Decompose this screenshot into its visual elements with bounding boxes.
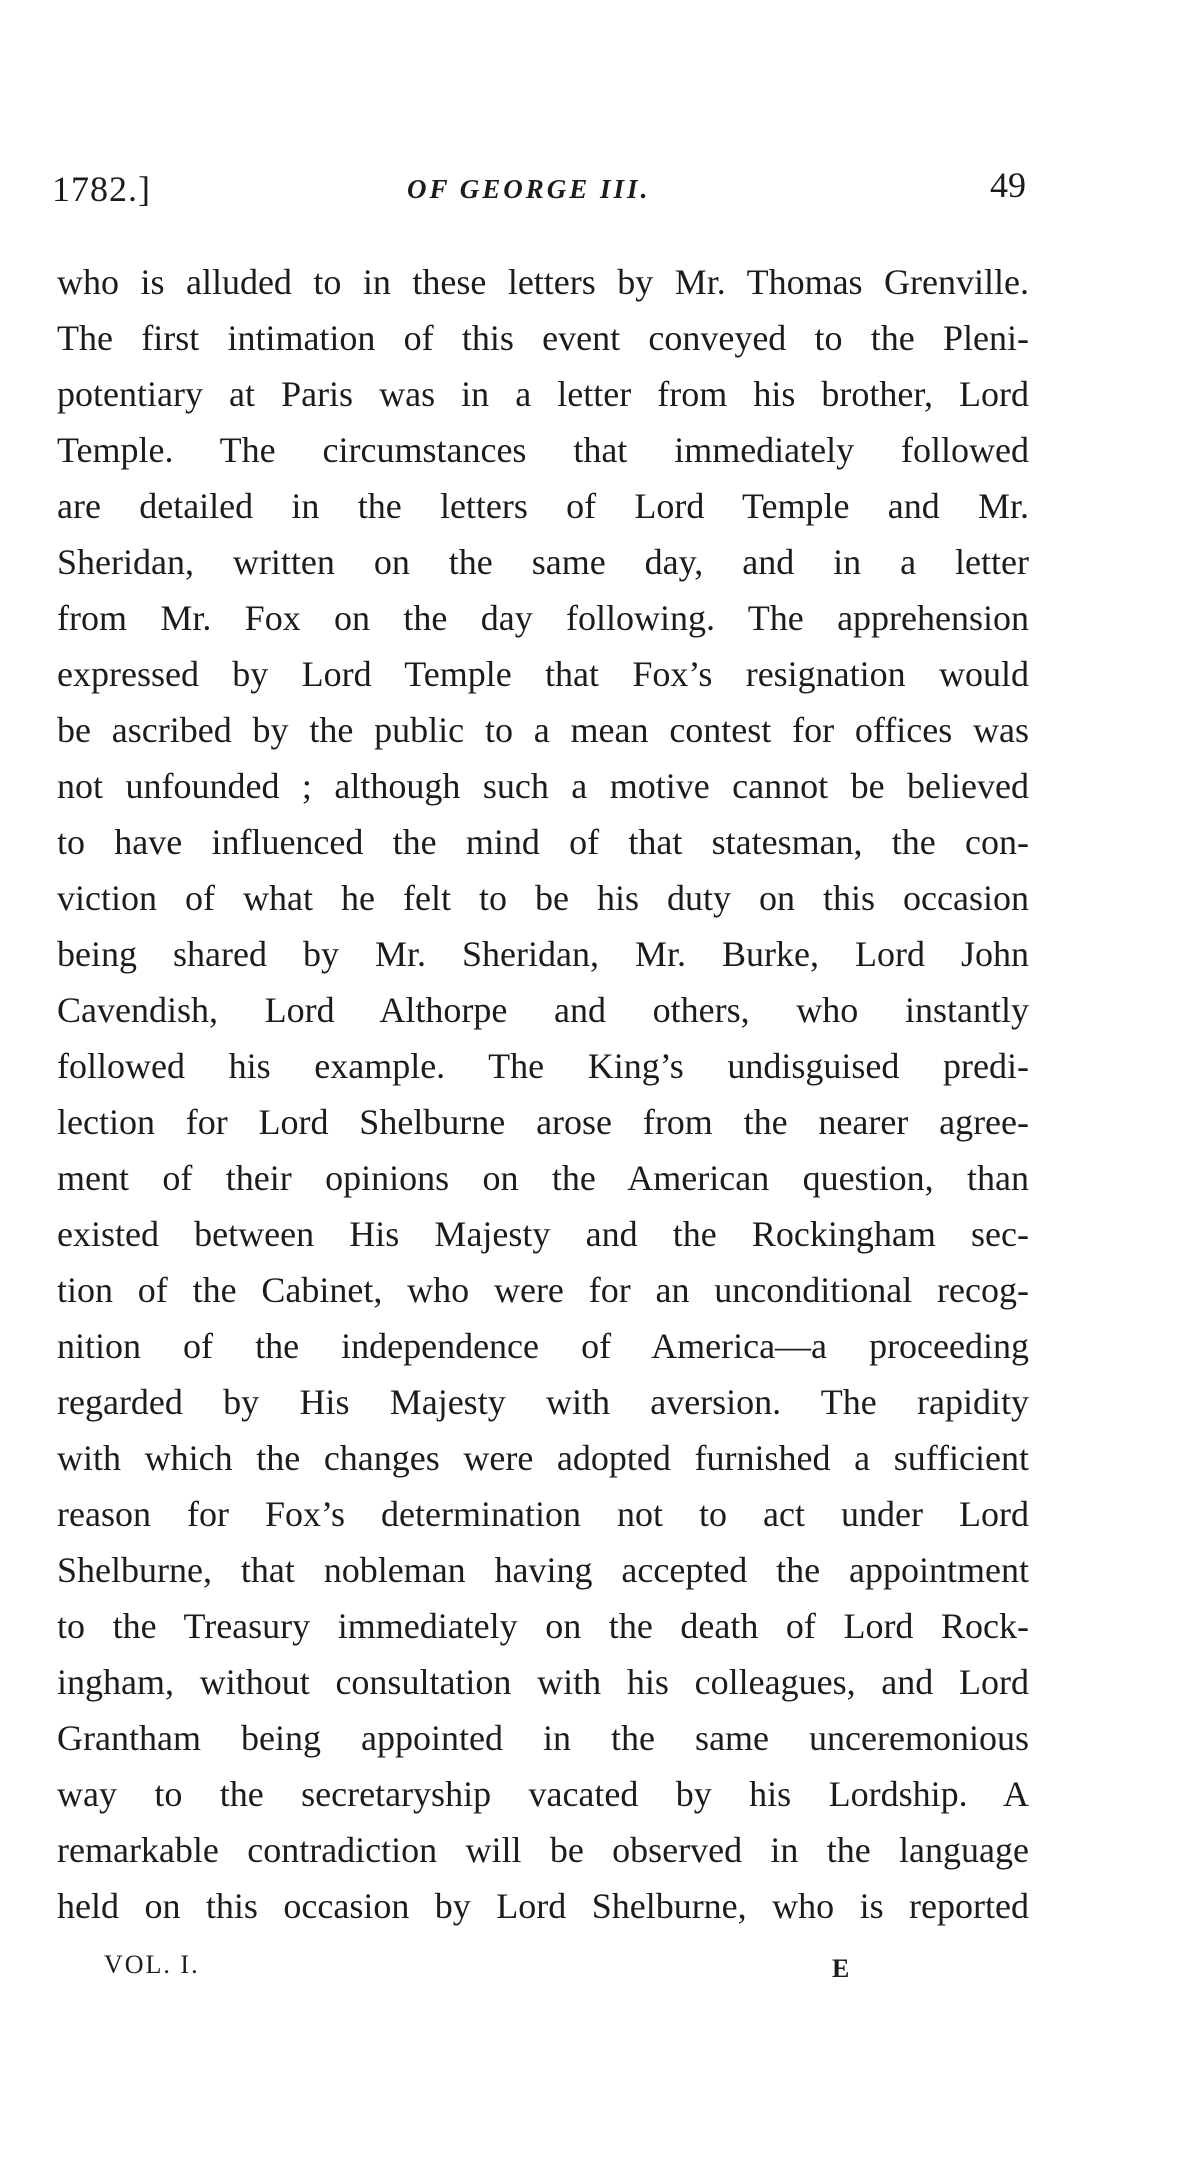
text-line: to the Treasury immediately on the death of Lord Rock- (57, 1606, 1029, 1646)
text-line: from Mr. Fox on the day following. The apprehension (57, 598, 1029, 638)
text-line: lection for Lord Shelburne arose from the nearer agree- (57, 1102, 1029, 1142)
text-line: nition of the independence of America—a proceeding (57, 1326, 1029, 1366)
text-line: expressed by Lord Temple that Fox’s resignation would (57, 654, 1029, 694)
text-line: viction of what he felt to be his duty on this occasion (57, 878, 1029, 918)
running-head (52, 160, 1026, 210)
body-text (57, 254, 1029, 1934)
text-line: to have influenced the mind of that statesman, the con- (57, 822, 1029, 862)
text-line: with which the changes were adopted furnished a sufficient (57, 1438, 1029, 1478)
header-year: 1782.] (52, 169, 151, 209)
text-line: Shelburne, that nobleman having accepted the appointment (57, 1550, 1029, 1590)
text-line: remarkable contradiction will be observed in the language (57, 1830, 1029, 1870)
text-line: way to the secretaryship vacated by his Lordship. A (57, 1774, 1029, 1814)
text-line: be ascribed by the public to a mean contest for offices was (57, 710, 1029, 750)
text-line: reason for Fox’s determination not to act under Lord (57, 1494, 1029, 1534)
text-line: Cavendish, Lord Althorpe and others, who instantly (57, 990, 1029, 1030)
page-footer (104, 1950, 864, 1990)
text-line: existed between His Majesty and the Rockingham sec- (57, 1214, 1029, 1254)
text-line: not unfounded ; although such a motive cannot be believed (57, 766, 1029, 806)
text-line: followed his example. The King’s undisguised predi- (57, 1046, 1029, 1086)
text-line: Grantham being appointed in the same unceremonious (57, 1718, 1029, 1758)
text-line: tion of the Cabinet, who were for an unconditional recog- (57, 1270, 1029, 1310)
text-line: being shared by Mr. Sheridan, Mr. Burke, Lord John (57, 934, 1029, 974)
text-line: ingham, without consultation with his colleagues, and Lord (57, 1662, 1029, 1702)
text-line: who is alluded to in these letters by Mr. Thomas Grenville. (57, 262, 1029, 302)
text-line: potentiary at Paris was in a letter from his brother, Lord (57, 374, 1029, 414)
text-line: held on this occasion by Lord Shelburne, who is reported (57, 1886, 1029, 1926)
volume-label: VOL. I. (104, 1950, 200, 1979)
page-number: 49 (990, 165, 1026, 205)
header-title: OF GEORGE III. (407, 174, 651, 204)
text-line: are detailed in the letters of Lord Temple and Mr. (57, 486, 1029, 526)
signature-mark: E (832, 1954, 852, 1983)
text-line: The first intimation of this event conveyed to the Pleni- (57, 318, 1029, 358)
text-line: Temple. The circumstances that immediately followed (57, 430, 1029, 470)
text-line: ment of their opinions on the American question, than (57, 1158, 1029, 1198)
text-line: Sheridan, written on the same day, and in a letter (57, 542, 1029, 582)
text-line: regarded by His Majesty with aversion. The rapidity (57, 1382, 1029, 1422)
